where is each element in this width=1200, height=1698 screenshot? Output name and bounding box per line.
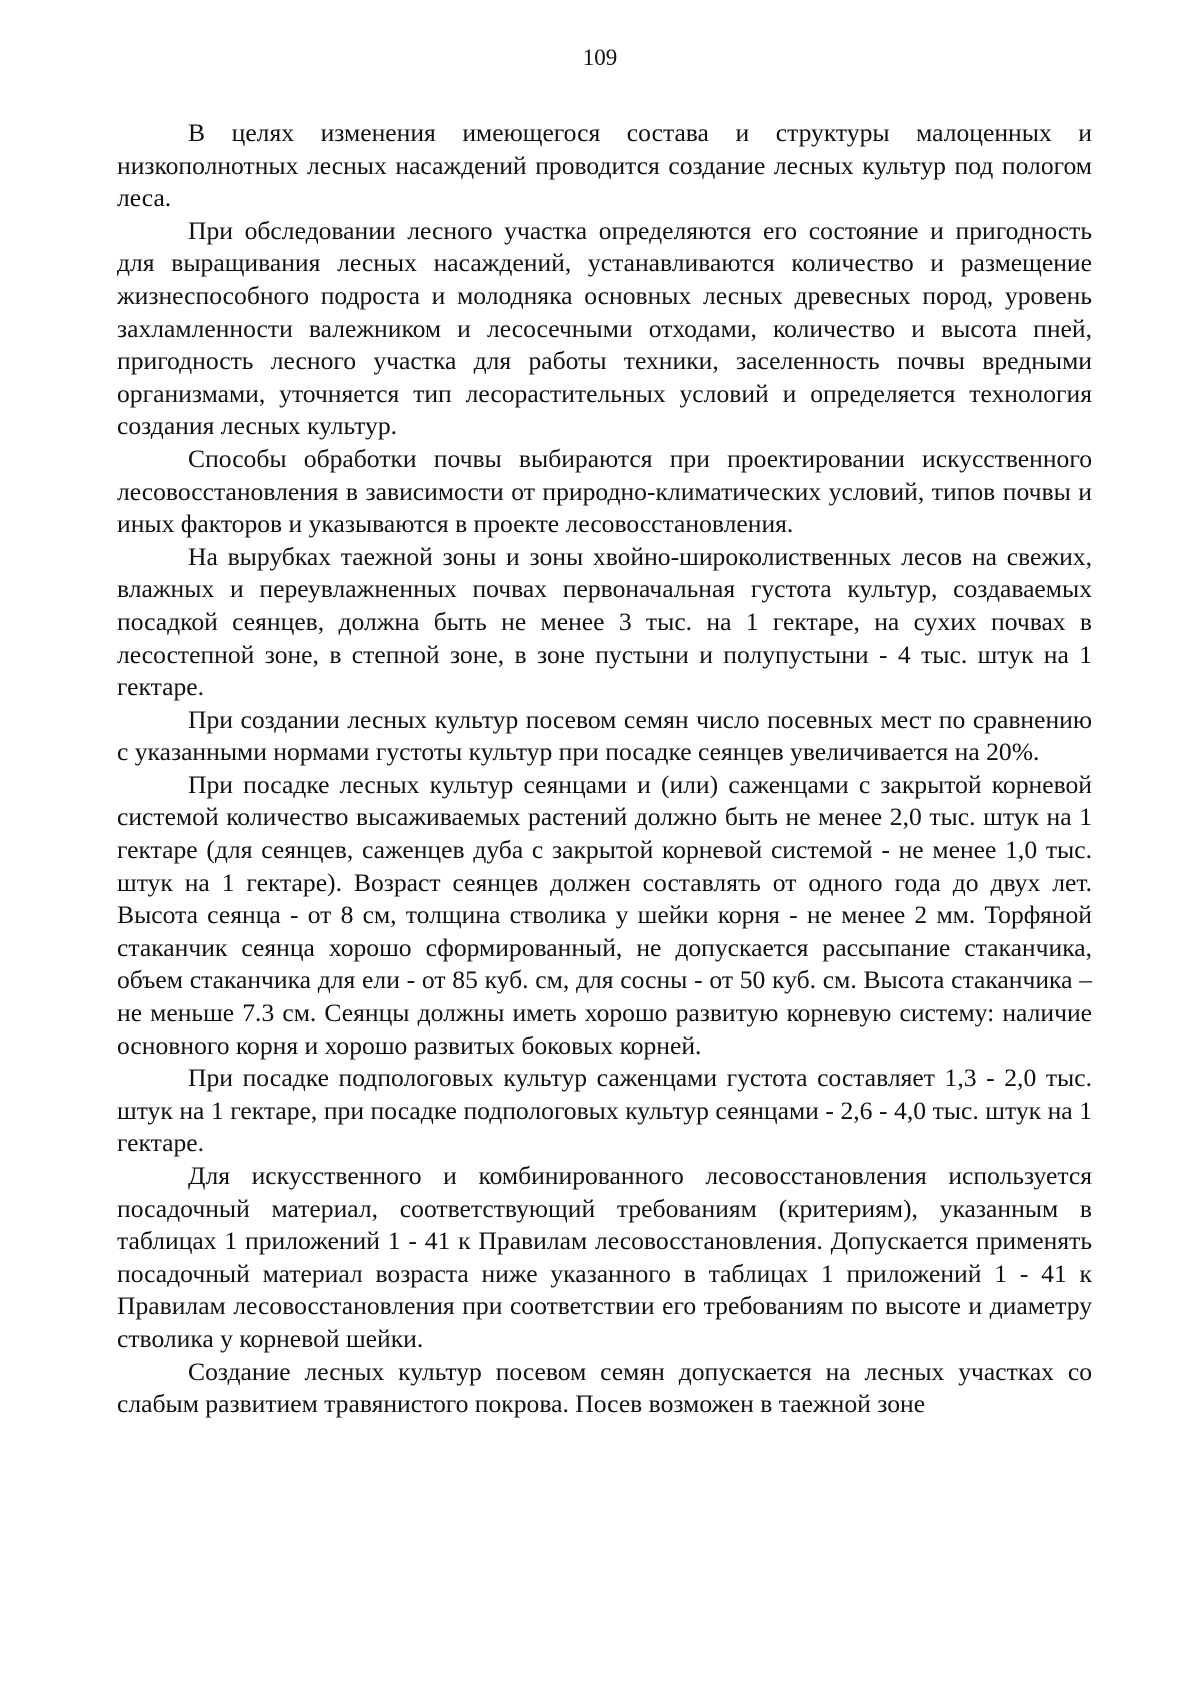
paragraph-3: Способы обработки почвы выбираются при проектировании искусственного лесовосстановления в зависимости от природно-климатических условий, типов почвы и иных факторов и указываются в проекте лесовосстановления. [117,443,1092,539]
paragraph-9: Создание лесных культур посевом семян допускается на лесных участках со слабым развитием травянистого покрова. Посев возможен в таежной зоне [117,1356,1092,1419]
paragraph-7: При посадке подпологовых культур саженцами густота составляет 1,3 - 2,0 тыс. штук на 1 гектаре, при посадке подпологовых культур сеянцами - 2,6 - 4,0 тыс. штук на 1 гектаре. [117,1063,1092,1158]
paragraph-4: На вырубках таежной зоны и зоны хвойно-широколиственных лесов на свежих, влажных и переувлажненных почвах первоначальная густота культур, создаваемых посадкой сеянцев, должна быть не менее 3 тыс. на 1 гектаре, на сухих почвах в лесостепной зоне, в степной зоне, в зоне пустыни и полупустыни - 4 тыс. штук на 1 гектаре. [117,541,1092,702]
paragraph-2: При обследовании лесного участка определяются его состояние и пригодность для выращивания лесных насаждений, устанавливаются количество и размещение жизнеспособного подроста и молодняка основных лесных древесных пород, уровень захламленности валежником и лесосечными отходами, количество и высота пней, пригодность лесного участка для работы техники, заселенность почвы вредными организмами, уточняется тип лесорастительных условий и определяется технология создания лесных культур. [117,215,1092,441]
paragraph-5: При создании лесных культур посевом семян число посевных мест по сравнению с указанными нормами густоты культур при посадке сеянцев увеличивается на 20%. [117,704,1092,767]
paragraph-6: При посадке лесных культур сеянцами и (или) саженцами с закрытой корневой системой количество высаживаемых растений должно быть не менее 2,0 тыс. штук на 1 гектаре (для сеянцев, саженцев дуба с закрытой корневой системой - не менее 1,0 тыс. штук на 1 гектаре). Возраст сеянцев должен составлять от одного года до двух лет. Высота сеянца - от 8 см, толщина стволика у шейки корня - не менее 2 мм. Торфяной стаканчик сеянца хорошо сформированный, не допускается рассыпание стаканчика, объем стаканчика для ели - от 85 куб. см, для сосны - от 50 куб. см. Высота стаканчика – не меньше 7.3 см. Сеянцы должны иметь хорошо развитую корневую систему: наличие основного корня и хорошо развитых боковых корней. [117,769,1092,1060]
paragraph-8: Для искусственного и комбинированного лесовосстановления используется посадочный материал, соответствующий требованиям (критериям), указанным в таблицах 1 приложений 1 - 41 к Правилам лесовосстановления. Допускается применять посадочный материал возраста ниже указанного в таблицах 1 приложений 1 - 41 к Правилам лесовосстановления при соответствии его требованиям по высоте и диаметру стволика у корневой шейки. [117,1161,1092,1353]
body-text [117,117,1092,1421]
paragraph-1: В целях изменения имеющегося состава и структуры малоценных и низкополнотных лесных насаждений проводится создание лесных культур под пологом леса. [117,118,1092,213]
page-number: 109 [582,45,618,70]
